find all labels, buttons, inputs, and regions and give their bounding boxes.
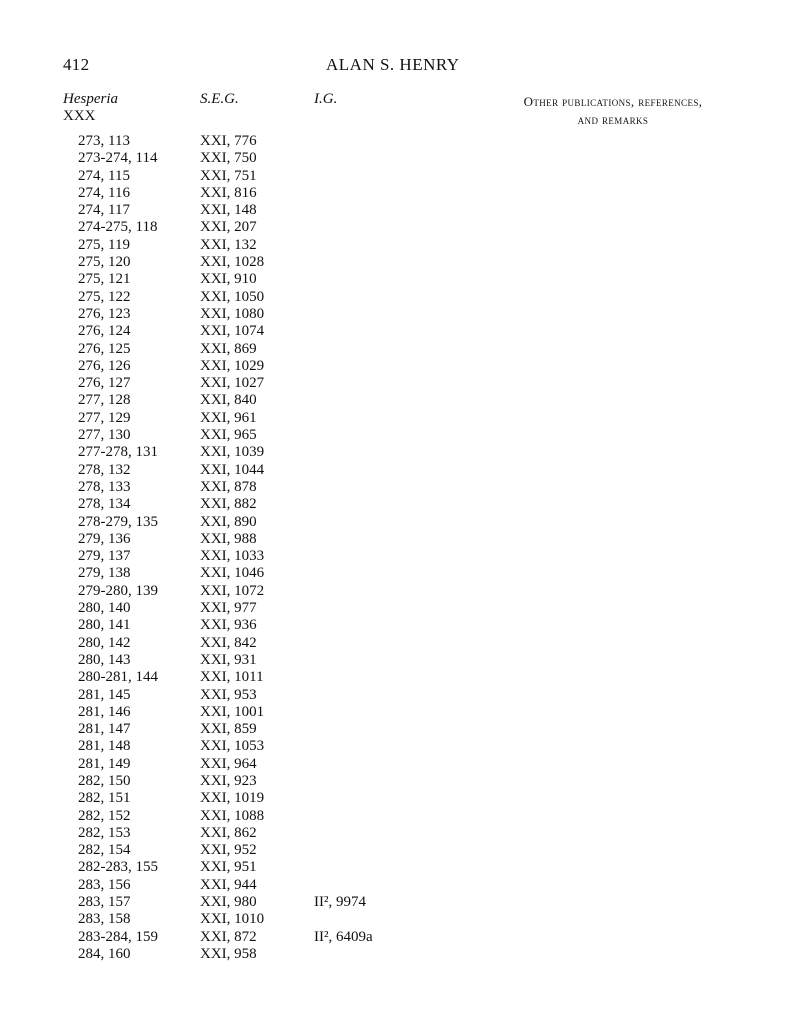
hesperia-cell: 281, 149 — [78, 755, 131, 772]
seg-cell: XXI, 1072 — [200, 582, 265, 599]
hesperia-cell: 282, 152 — [78, 807, 131, 824]
table-row — [0, 635, 798, 652]
hesperia-cell: 277, 128 — [78, 392, 131, 409]
table-row — [0, 254, 798, 271]
hesperia-cell: 280, 143 — [78, 651, 131, 668]
seg-cell: XXI, 1029 — [200, 357, 265, 374]
hesperia-cell: 280, 142 — [78, 634, 131, 651]
seg-cell: XXI, 869 — [200, 340, 257, 357]
hesperia-cell: 276, 127 — [78, 375, 131, 392]
table-row — [0, 583, 798, 600]
table-row — [0, 669, 798, 686]
hesperia-cell: 279, 136 — [78, 530, 131, 547]
table-row — [0, 462, 798, 479]
seg-cell: XXI, 1046 — [200, 565, 265, 582]
seg-cell: XXI, 878 — [200, 478, 257, 495]
column-header-seg: S.E.G. — [200, 91, 239, 107]
seg-cell: XXI, 1001 — [200, 703, 265, 720]
table-row — [0, 392, 798, 409]
column-header-other-line2: and remarks — [577, 112, 649, 127]
table-row — [0, 202, 798, 219]
table-row — [0, 496, 798, 513]
hesperia-cell: 278, 133 — [78, 478, 131, 495]
hesperia-cell: 275, 121 — [78, 271, 131, 288]
seg-cell: XXI, 1027 — [200, 375, 265, 392]
hesperia-cell: 277, 129 — [78, 409, 131, 426]
seg-cell: XXI, 944 — [200, 876, 257, 893]
seg-cell: XXI, 1010 — [200, 911, 265, 928]
seg-cell: XXI, 1028 — [200, 254, 265, 271]
table-row — [0, 808, 798, 825]
table-row — [0, 133, 798, 150]
table-row — [0, 946, 798, 963]
hesperia-cell: 279, 137 — [78, 548, 131, 565]
seg-cell: XXI, 936 — [200, 617, 257, 634]
table-row — [0, 894, 798, 911]
table-row — [0, 323, 798, 340]
seg-cell: XXI, 750 — [200, 150, 257, 167]
table-row — [0, 738, 798, 755]
table-row — [0, 721, 798, 738]
table-row — [0, 289, 798, 306]
hesperia-cell: 282, 153 — [78, 824, 131, 841]
hesperia-cell: 278-279, 135 — [78, 513, 158, 530]
ig-cell: II², 9974 — [314, 894, 366, 911]
seg-cell: XXI, 931 — [200, 651, 257, 668]
hesperia-cell: 279-280, 139 — [78, 582, 158, 599]
seg-cell: XXI, 1074 — [200, 323, 265, 340]
seg-cell: XXI, 132 — [200, 236, 257, 253]
seg-cell: XXI, 1053 — [200, 738, 265, 755]
seg-cell: XXI, 1044 — [200, 461, 265, 478]
table-row — [0, 565, 798, 582]
table-row — [0, 185, 798, 202]
table-row — [0, 773, 798, 790]
table-row — [0, 600, 798, 617]
seg-cell: XXI, 953 — [200, 686, 257, 703]
table-row — [0, 444, 798, 461]
hesperia-cell: 280, 141 — [78, 617, 131, 634]
table-row — [0, 790, 798, 807]
hesperia-cell: 274, 116 — [78, 184, 130, 201]
hesperia-cell: 281, 146 — [78, 703, 131, 720]
seg-cell: XXI, 207 — [200, 219, 257, 236]
seg-cell: XXI, 1050 — [200, 288, 265, 305]
hesperia-cell: 282, 151 — [78, 790, 131, 807]
table-row — [0, 341, 798, 358]
hesperia-cell: 281, 147 — [78, 721, 131, 738]
hesperia-cell: 283, 158 — [78, 911, 131, 928]
hesperia-cell: 274-275, 118 — [78, 219, 158, 236]
seg-cell: XXI, 148 — [200, 202, 257, 219]
column-header-other — [488, 93, 738, 129]
seg-cell: XXI, 958 — [200, 945, 257, 962]
hesperia-cell: 275, 119 — [78, 236, 130, 253]
seg-cell: XXI, 952 — [200, 842, 257, 859]
hesperia-cell: 278, 134 — [78, 496, 131, 513]
hesperia-cell: 281, 145 — [78, 686, 131, 703]
table-row — [0, 652, 798, 669]
ig-cell: II², 6409a — [314, 928, 373, 945]
seg-cell: XXI, 840 — [200, 392, 257, 409]
hesperia-cell: 276, 125 — [78, 340, 131, 357]
table-row — [0, 219, 798, 236]
hesperia-cell: 273, 113 — [78, 133, 130, 149]
hesperia-cell: 276, 124 — [78, 323, 131, 340]
column-header-other-line1: Other publications, references, — [523, 94, 703, 109]
table-row — [0, 825, 798, 842]
seg-cell: XXI, 872 — [200, 928, 257, 945]
table-row — [0, 929, 798, 946]
seg-cell: XXI, 1039 — [200, 444, 265, 461]
table-row — [0, 237, 798, 254]
table-row — [0, 911, 798, 928]
seg-cell: XXI, 842 — [200, 634, 257, 651]
hesperia-cell: 277-278, 131 — [78, 444, 158, 461]
hesperia-cell: 279, 138 — [78, 565, 131, 582]
seg-cell: XXI, 859 — [200, 721, 257, 738]
column-header-hesperia-volume: XXX — [63, 108, 96, 124]
seg-cell: XXI, 961 — [200, 409, 257, 426]
seg-cell: XXI, 1011 — [200, 669, 264, 686]
table-row — [0, 410, 798, 427]
seg-cell: XXI, 751 — [200, 167, 257, 184]
table-row — [0, 859, 798, 876]
table-row — [0, 375, 798, 392]
table-row — [0, 150, 798, 167]
seg-cell: XXI, 882 — [200, 496, 257, 513]
hesperia-cell: 274, 115 — [78, 167, 130, 184]
hesperia-cell: 276, 126 — [78, 357, 131, 374]
hesperia-cell: 281, 148 — [78, 738, 131, 755]
hesperia-cell: 283, 156 — [78, 876, 131, 893]
seg-cell: XXI, 988 — [200, 530, 257, 547]
hesperia-cell: 282, 154 — [78, 842, 131, 859]
seg-cell: XXI, 776 — [200, 133, 257, 149]
table-row — [0, 168, 798, 185]
seg-cell: XXI, 964 — [200, 755, 257, 772]
hesperia-cell: 275, 122 — [78, 288, 131, 305]
column-header-hesperia: Hesperia — [63, 91, 118, 107]
hesperia-cell: 275, 120 — [78, 254, 131, 271]
hesperia-cell: 273-274, 114 — [78, 150, 158, 167]
seg-cell: XXI, 951 — [200, 859, 257, 876]
table-row — [0, 306, 798, 323]
seg-cell: XXI, 980 — [200, 894, 257, 911]
table-row — [0, 427, 798, 444]
table-row — [0, 842, 798, 859]
seg-cell: XXI, 1019 — [200, 790, 265, 807]
hesperia-cell: 283-284, 159 — [78, 928, 158, 945]
running-head: ALAN S. HENRY — [326, 55, 460, 74]
seg-cell: XXI, 890 — [200, 513, 257, 530]
seg-cell: XXI, 1080 — [200, 305, 265, 322]
hesperia-cell: 282, 150 — [78, 772, 131, 789]
seg-cell: XXI, 1033 — [200, 548, 265, 565]
column-header-ig: I.G. — [314, 91, 338, 107]
table-row — [0, 617, 798, 634]
table-row — [0, 479, 798, 496]
seg-cell: XXI, 816 — [200, 184, 257, 201]
hesperia-cell: 280, 140 — [78, 600, 131, 617]
page-number: 412 — [63, 55, 90, 74]
table-row — [0, 358, 798, 375]
table-row — [0, 548, 798, 565]
hesperia-cell: 278, 132 — [78, 461, 131, 478]
hesperia-cell: 277, 130 — [78, 427, 131, 444]
concordance-table — [0, 133, 798, 963]
hesperia-cell: 283, 157 — [78, 894, 131, 911]
seg-cell: XXI, 965 — [200, 427, 257, 444]
table-row — [0, 704, 798, 721]
hesperia-cell: 274, 117 — [78, 202, 130, 219]
seg-cell: XXI, 923 — [200, 772, 257, 789]
table-row — [0, 687, 798, 704]
table-row — [0, 514, 798, 531]
table-row — [0, 271, 798, 288]
table-row — [0, 756, 798, 773]
table-row — [0, 877, 798, 894]
table-row — [0, 531, 798, 548]
seg-cell: XXI, 910 — [200, 271, 257, 288]
hesperia-cell: 280-281, 144 — [78, 669, 158, 686]
seg-cell: XXI, 977 — [200, 600, 257, 617]
seg-cell: XXI, 862 — [200, 824, 257, 841]
seg-cell: XXI, 1088 — [200, 807, 265, 824]
hesperia-cell: 284, 160 — [78, 945, 131, 962]
hesperia-cell: 282-283, 155 — [78, 859, 158, 876]
hesperia-cell: 276, 123 — [78, 305, 131, 322]
